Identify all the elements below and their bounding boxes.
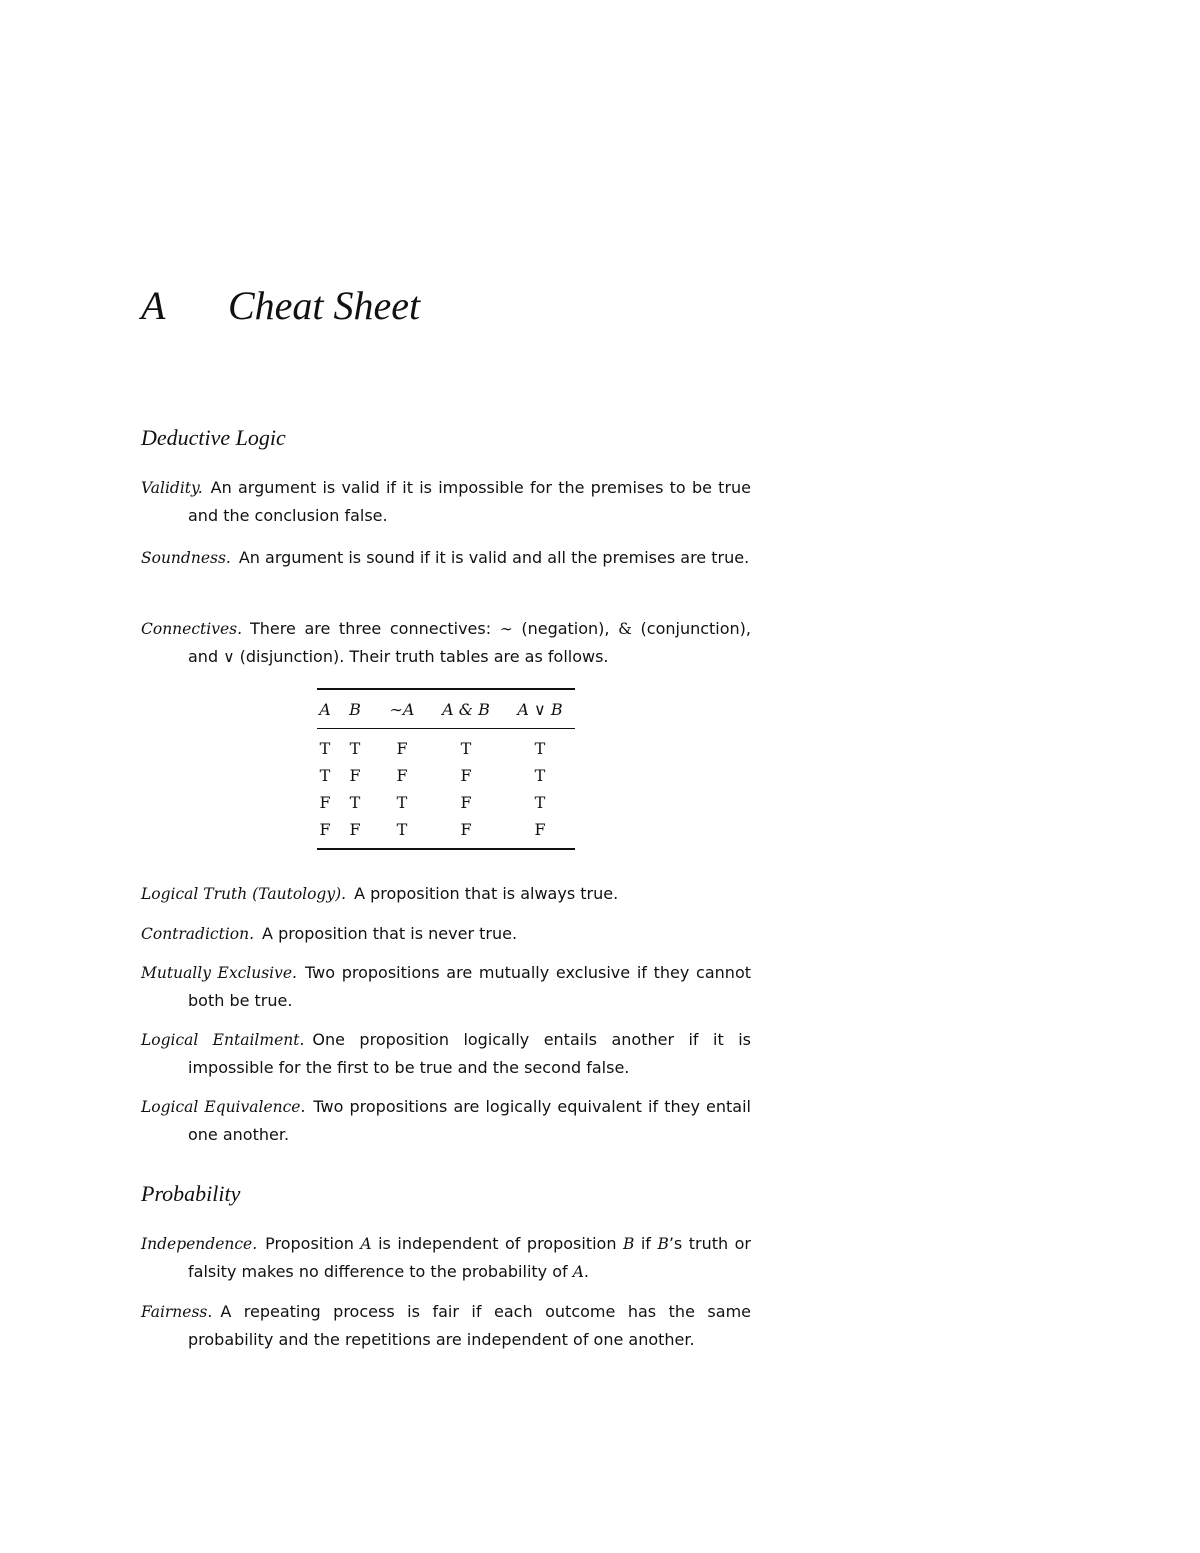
chapter-heading — [141, 282, 420, 330]
truth-table-header: ∼A — [377, 689, 427, 729]
term-contradiction: Contradiction. — [141, 925, 255, 943]
truth-table-cell: T — [349, 793, 361, 812]
truth-table-cell: T — [460, 739, 472, 758]
definition-text: (disjunction). Their truth tables are as follows. — [234, 647, 609, 666]
definition-text: A proposition that is always true. — [354, 884, 619, 903]
definition-text: Two propositions are mutually exclusive if they cannot both be true. — [188, 963, 751, 1010]
definition-text: A repeating process is fair if each outcome has the same probability and the repetitions are independent of one another. — [188, 1302, 751, 1349]
math-variable: B — [622, 1235, 635, 1253]
truth-table-cell: F — [460, 793, 472, 812]
truth-table-cell: T — [534, 739, 546, 758]
math-variable: A — [572, 1263, 584, 1281]
truth-table-cell: F — [319, 820, 331, 839]
truth-table-cell: T — [534, 766, 546, 785]
truth-table-cell: F — [349, 820, 361, 839]
truth-table-cell: T — [396, 793, 408, 812]
truth-table-row — [317, 729, 575, 763]
truth-table-cell: F — [319, 793, 331, 812]
term-connectives: Connectives. — [141, 620, 243, 638]
truth-table-cell: T — [319, 766, 331, 785]
term-mutually-exclusive: Mutually Exclusive. — [141, 964, 297, 982]
truth-table-header-row — [317, 689, 575, 729]
truth-table-row — [317, 762, 575, 789]
definition-text: ’s truth or falsity makes no difference to the probability of — [188, 1234, 752, 1281]
definition-soundness — [141, 544, 751, 572]
section-title-deductive-logic: Deductive Logic — [141, 425, 286, 450]
definition-text: One proposition logically entails another if it is impossible for the first to be true and the second false. — [188, 1030, 751, 1077]
definition-text: An argument is sound if it is valid and all the premises are true. — [238, 548, 750, 567]
truth-table-cell: F — [460, 766, 472, 785]
chapter-title: Cheat Sheet — [228, 283, 421, 328]
math-variable: A — [360, 1235, 372, 1253]
term-validity: Validity. — [141, 479, 203, 497]
term-independence: Independence. — [141, 1235, 258, 1253]
truth-table-cell: F — [534, 820, 546, 839]
truth-table-row — [317, 789, 575, 816]
section-title-probability: Probability — [141, 1181, 241, 1206]
chapter-letter: A — [141, 283, 166, 328]
disjunction-symbol: ∨ — [223, 648, 235, 666]
definition-validity — [141, 474, 751, 529]
negation-symbol: ∼ — [499, 620, 513, 638]
truth-table-header: A — [317, 689, 333, 729]
definition-tautology — [141, 880, 751, 908]
definition-text: Two propositions are logically equivalent if they entail one another. — [188, 1097, 751, 1144]
definition-text: if — [634, 1234, 658, 1253]
truth-table-cell: F — [349, 766, 361, 785]
truth-table-cell: T — [534, 793, 546, 812]
conjunction-symbol: & — [618, 620, 632, 638]
definition-text: (negation), — [512, 619, 619, 638]
definition-text: Proposition — [265, 1234, 361, 1253]
truth-table — [317, 688, 575, 850]
definition-mutually-exclusive — [141, 959, 751, 1014]
term-logical-entailment: Logical Entailment. — [141, 1031, 305, 1049]
truth-table-cell: T — [319, 739, 331, 758]
definition-logical-equivalence — [141, 1093, 751, 1148]
definition-logical-entailment — [141, 1026, 751, 1081]
definition-text: is independent of proposition — [371, 1234, 623, 1253]
term-tautology: Logical Truth (Tautology). — [141, 885, 347, 903]
truth-table-cell: T — [396, 820, 408, 839]
truth-table-cell: F — [460, 820, 472, 839]
definition-text: There are three connectives: — [250, 619, 500, 638]
truth-table-header: B — [333, 689, 377, 729]
definition-connectives — [141, 615, 751, 671]
term-logical-equivalence: Logical Equivalence. — [141, 1098, 306, 1116]
definition-text: An argument is valid if it is impossible for the premises to be true and the conclusion false. — [188, 478, 751, 525]
definition-text: A proposition that is never true. — [262, 924, 518, 943]
truth-table-cell: F — [396, 739, 408, 758]
truth-table-header: A & B — [427, 689, 505, 729]
definition-text: (conjunction), and — [188, 619, 751, 666]
truth-table-cell: F — [396, 766, 408, 785]
definition-independence — [141, 1230, 751, 1286]
truth-table-cell: T — [349, 739, 361, 758]
truth-table-header: A ∨ B — [505, 689, 575, 729]
term-fairness: Fairness. — [141, 1303, 213, 1321]
definition-text: . — [583, 1262, 590, 1281]
math-variable: B — [657, 1235, 669, 1253]
definition-fairness — [141, 1298, 751, 1353]
truth-table-row — [317, 816, 575, 849]
term-soundness: Soundness. — [141, 549, 231, 567]
definition-contradiction — [141, 920, 751, 948]
